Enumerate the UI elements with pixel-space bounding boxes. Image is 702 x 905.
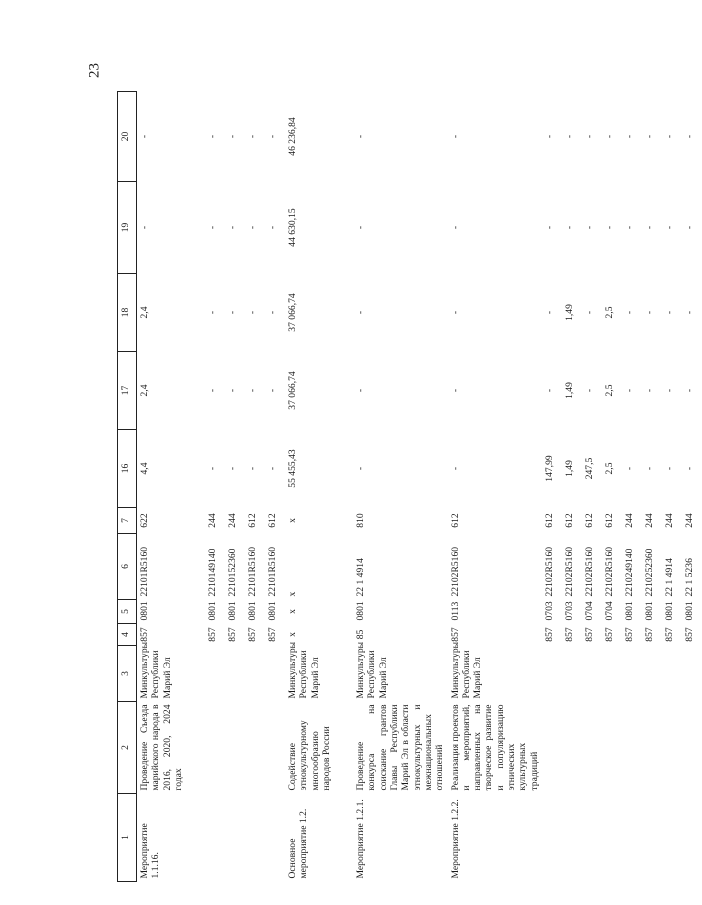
table-cell-c6: 22102R5160 (449, 546, 461, 597)
table-cell-c3 (602, 646, 622, 702)
table-cell-c6: 22101R5160 (139, 546, 150, 597)
table-cell-c19: - (227, 225, 238, 230)
table-cell-c6: 22101R5160 (247, 546, 258, 597)
table-cell-c18: 2,4 (139, 306, 150, 319)
table-cell-c7: 244 (207, 513, 218, 528)
table-cell-c20: - (207, 134, 218, 139)
table-cell-c4: х (287, 632, 298, 637)
table-cell-c18: - (664, 310, 675, 315)
table-cell-c18: - (684, 310, 695, 315)
table-cell-c19: - (355, 225, 366, 230)
table-cell-c16: - (227, 466, 238, 471)
table-cell-c1 (265, 794, 285, 882)
table-cell-c19: 44 630,15 (287, 208, 298, 247)
table-cell-c16: 147,99 (544, 455, 555, 482)
table-row (285, 92, 353, 882)
table-cell-c19: - (564, 225, 575, 230)
header-cell: 16 (118, 430, 137, 508)
table-row (662, 92, 682, 882)
table-cell-c4: 857 (664, 627, 675, 642)
table-cell-c18: - (544, 310, 555, 315)
table-cell-c5: 0801 (267, 601, 278, 621)
table-cell-c17: - (544, 388, 555, 393)
table-cell-c5: 0704 (584, 601, 595, 621)
table-cell-c7: 810 (355, 513, 366, 528)
table-cell-c20: - (604, 134, 615, 139)
table-cell-c7: 244 (624, 513, 635, 528)
table-row (682, 92, 702, 882)
table-cell-c6: 22102R5160 (564, 546, 575, 597)
table-cell-c18: - (449, 310, 461, 315)
table-cell-c5: х (287, 609, 298, 614)
table-cell-c4: 857 (267, 627, 278, 642)
table-cell-c17: - (684, 388, 695, 393)
table-cell-c1 (602, 794, 622, 882)
table-cell-c4: 857 (544, 627, 555, 642)
header-cell: 18 (118, 274, 137, 352)
table-cell-c5: 0801 (664, 601, 675, 621)
table-cell-c1 (622, 794, 642, 882)
table-cell-c7: х (287, 518, 298, 523)
table-cell-c6: х (287, 591, 298, 597)
table-cell-c19: - (664, 225, 675, 230)
table-cell-c6: 22102R5160 (584, 546, 595, 597)
table-cell-c6: 2210249140 (624, 548, 635, 597)
table-cell-c7: 612 (584, 513, 595, 528)
table-row (602, 92, 622, 882)
table-cell-c5: 0801 (139, 601, 150, 621)
table-cell-c17: - (664, 388, 675, 393)
table-cell-c6: 2210252360 (644, 548, 655, 597)
table-cell-c2 (562, 702, 582, 794)
table-cell-c20: - (664, 134, 675, 139)
table-cell-c18: - (644, 310, 655, 315)
table-cell-c7: 244 (684, 513, 695, 528)
table-cell-c18: - (267, 310, 278, 315)
table-row (542, 92, 562, 882)
table-cell-c18: - (624, 310, 635, 315)
table-cell-c16: - (684, 466, 695, 471)
table-cell-c17: 37 066,74 (287, 371, 298, 410)
table-cell-c7: 612 (247, 513, 258, 528)
table-cell-c20: 46 236,84 (287, 117, 298, 156)
table-cell-c17: - (207, 388, 218, 393)
table-cell-c1: Мероприятие 1.2.2. (449, 799, 461, 879)
table-cell-c1 (542, 794, 562, 882)
table-cell-c3 (205, 646, 225, 702)
table-cell-c17: - (247, 388, 258, 393)
table-cell-c18: - (355, 310, 366, 315)
table-cell-c17: 2,4 (139, 384, 150, 397)
header-cell: 1 (118, 794, 137, 882)
table-cell-c1: Основное мероприятие 1.2. (287, 808, 310, 879)
table-cell-c18: - (247, 310, 258, 315)
table-cell-c4: 857 (564, 627, 575, 642)
table-cell-c16: - (644, 466, 655, 471)
rotated-table-frame (117, 92, 695, 882)
page-number: 23 (86, 63, 103, 78)
table-cell-c5: 0703 (544, 601, 555, 621)
table-cell-c16: 247,5 (584, 457, 595, 480)
table-cell-c16: - (267, 466, 278, 471)
table-cell-c1 (662, 794, 682, 882)
table-cell-c2 (542, 702, 562, 794)
table-cell-c3 (642, 646, 662, 702)
table-cell-c19: - (544, 225, 555, 230)
table-cell-c4: 857 (584, 627, 595, 642)
table-cell-c16: 2,5 (604, 462, 615, 475)
table-cell-c20: - (247, 134, 258, 139)
table-cell-c2: Проведение конкурса на соискание грантов Главы Республики Марий Эл в области этнокультурных и межнациональных отношений (355, 704, 446, 791)
table-cell-c2 (662, 702, 682, 794)
table-cell-c7: 612 (267, 513, 278, 528)
header-cell: 3 (118, 646, 137, 702)
table-cell-c1 (225, 794, 245, 882)
table-cell-c20: - (624, 134, 635, 139)
table-cell-c3 (582, 646, 602, 702)
table-cell-c6: 22 1 4914 (355, 558, 366, 597)
table-cell-c19: - (644, 225, 655, 230)
table-cell-c7: 612 (449, 513, 461, 528)
table-cell-c6: 22 1 5236 (684, 558, 695, 597)
table-row (622, 92, 642, 882)
table-cell-c19: - (604, 225, 615, 230)
table-cell-c16: - (449, 466, 461, 471)
table-cell-c6: 22102R5160 (604, 546, 615, 597)
table-cell-c2 (205, 702, 225, 794)
table-cell-c5: 0113 (449, 601, 461, 621)
table-cell-c19: - (684, 225, 695, 230)
table-cell-c4: 85 (355, 629, 366, 640)
table-cell-c1 (642, 794, 662, 882)
table-cell-c18: - (584, 310, 595, 315)
table-cell-c2: Проведение Съезда марийского народа в 2016, 2020, 2024 годах (139, 704, 184, 791)
table-cell-c3: Минкультуры Республики Марий Эл (355, 641, 389, 699)
table-cell-c17: 2,5 (604, 384, 615, 397)
table-cell-c19: - (449, 225, 461, 230)
table-cell-c5: 0801 (624, 601, 635, 621)
table-cell-c4: 857 (624, 627, 635, 642)
table-cell-c16: - (355, 466, 366, 471)
table-cell-c16: 55 455,43 (287, 449, 298, 488)
table-cell-c2: Содействие этнокультурному многообразию народов России (287, 720, 332, 791)
table-cell-c5: 0703 (564, 601, 575, 621)
table-cell-c3 (245, 646, 265, 702)
table-cell-c19: - (207, 225, 218, 230)
header-row (118, 92, 137, 882)
table-cell-c4: 857 (604, 627, 615, 642)
table-cell-c4: 857 (207, 627, 218, 642)
table-cell-c19: - (584, 225, 595, 230)
table-cell-c18: 1,49 (564, 304, 575, 321)
table-cell-c20: - (644, 134, 655, 139)
table-cell-c20: - (139, 134, 150, 139)
table-cell-c20: - (684, 134, 695, 139)
table-cell-c2 (622, 702, 642, 794)
table-cell-c4: 857 (139, 627, 150, 642)
table-cell-c3 (562, 646, 582, 702)
table-cell-c4: 857 (644, 627, 655, 642)
budget-table (117, 91, 702, 882)
table-cell-c3 (682, 646, 702, 702)
table-cell-c3: Минкультуры Республики Марий Эл (287, 641, 321, 699)
table-cell-c20: - (544, 134, 555, 139)
table-cell-c1 (245, 794, 265, 882)
table-cell-c18: 37 066,74 (287, 293, 298, 332)
table-cell-c7: 612 (544, 513, 555, 528)
table-cell-c16: 1,49 (564, 460, 575, 477)
table-cell-c17: - (624, 388, 635, 393)
table-cell-c16: - (624, 466, 635, 471)
table-cell-c5: 0801 (247, 601, 258, 621)
table-cell-c2: Реализация проектов и мероприятий, направленных на творческое развитие и популяризацию этнических культурных традиций (449, 704, 540, 791)
table-cell-c18: - (207, 310, 218, 315)
table-row (562, 92, 582, 882)
header-cell: 20 (118, 92, 137, 182)
header-cell: 17 (118, 352, 137, 430)
table-cell-c5: 0801 (207, 601, 218, 621)
table-cell-c17: - (449, 388, 461, 393)
table-cell-c19: - (247, 225, 258, 230)
table-row (642, 92, 662, 882)
table-row (353, 92, 448, 882)
table-cell-c2 (602, 702, 622, 794)
table-cell-c3: Минкультуры Республики Марий Эл (449, 641, 484, 699)
table-cell-c7: 612 (604, 513, 615, 528)
header-cell: 2 (118, 702, 137, 794)
table-cell-c20: - (584, 134, 595, 139)
table-cell-c7: 244 (227, 513, 238, 528)
table-cell-c4: 857 (449, 627, 461, 642)
table-cell-c20: - (267, 134, 278, 139)
table-cell-c20: - (449, 134, 461, 139)
table-row (448, 92, 543, 882)
table-cell-c6: 2210149140 (207, 548, 218, 597)
table-cell-c16: 4,4 (139, 462, 150, 475)
table-cell-c5: 0704 (604, 601, 615, 621)
table-cell-c17: - (584, 388, 595, 393)
table-cell-c17: - (267, 388, 278, 393)
table-cell-c2 (225, 702, 245, 794)
header-cell: 5 (118, 600, 137, 624)
table-cell-c3 (662, 646, 682, 702)
table-cell-c18: 2,5 (604, 306, 615, 319)
table-cell-c20: - (355, 134, 366, 139)
table-cell-c3: Минкультуры Республики Марий Эл (139, 641, 173, 699)
table-cell-c1 (205, 794, 225, 882)
table-cell-c19: - (267, 225, 278, 230)
table-cell-c20: - (227, 134, 238, 139)
table-body (137, 92, 702, 882)
table-row (205, 92, 225, 882)
table-cell-c4: 857 (227, 627, 238, 642)
table-cell-c16: - (207, 466, 218, 471)
table-cell-c16: - (664, 466, 675, 471)
header-cell: 19 (118, 182, 137, 274)
table-cell-c5: 0801 (355, 601, 366, 621)
table-cell-c17: 1,49 (564, 382, 575, 399)
table-cell-c1 (682, 794, 702, 882)
table-row (265, 92, 285, 882)
header-cell: 4 (118, 624, 137, 646)
table-cell-c3 (265, 646, 285, 702)
table-cell-c5: 0801 (227, 601, 238, 621)
table-cell-c18: - (227, 310, 238, 315)
table-cell-c6: 22102R5160 (544, 546, 555, 597)
table-cell-c19: - (624, 225, 635, 230)
table-cell-c2 (682, 702, 702, 794)
table-cell-c5: 0801 (684, 601, 695, 621)
table-cell-c7: 612 (564, 513, 575, 528)
table-cell-c3 (225, 646, 245, 702)
table-cell-c19: - (139, 225, 150, 230)
table-cell-c2 (642, 702, 662, 794)
table-cell-c2 (582, 702, 602, 794)
table-cell-c4: 857 (247, 627, 258, 642)
table-cell-c20: - (564, 134, 575, 139)
table-row (137, 92, 206, 882)
table-cell-c17: - (355, 388, 366, 393)
table-cell-c1: Мероприятие 1.1.16. (139, 823, 162, 879)
table-cell-c17: - (644, 388, 655, 393)
table-cell-c1: Мероприятие 1.2.1. (355, 799, 366, 879)
table-cell-c6: 22 1 4914 (664, 558, 675, 597)
table-cell-c1 (582, 794, 602, 882)
table-row (245, 92, 265, 882)
table-row (582, 92, 602, 882)
table-cell-c2 (265, 702, 285, 794)
table-cell-c1 (562, 794, 582, 882)
table-cell-c3 (542, 646, 562, 702)
table-cell-c17: - (227, 388, 238, 393)
table-cell-c6: 22101R5160 (267, 546, 278, 597)
table-row (225, 92, 245, 882)
table-cell-c5: 0801 (644, 601, 655, 621)
table-cell-c3 (622, 646, 642, 702)
table-cell-c4: 857 (684, 627, 695, 642)
table-cell-c6: 2210152360 (227, 548, 238, 597)
header-cell: 7 (118, 508, 137, 534)
table-cell-c7: 244 (664, 513, 675, 528)
table-cell-c7: 244 (644, 513, 655, 528)
table-cell-c2 (245, 702, 265, 794)
table-cell-c16: - (247, 466, 258, 471)
table-cell-c7: 622 (139, 513, 150, 528)
header-cell: 6 (118, 534, 137, 600)
